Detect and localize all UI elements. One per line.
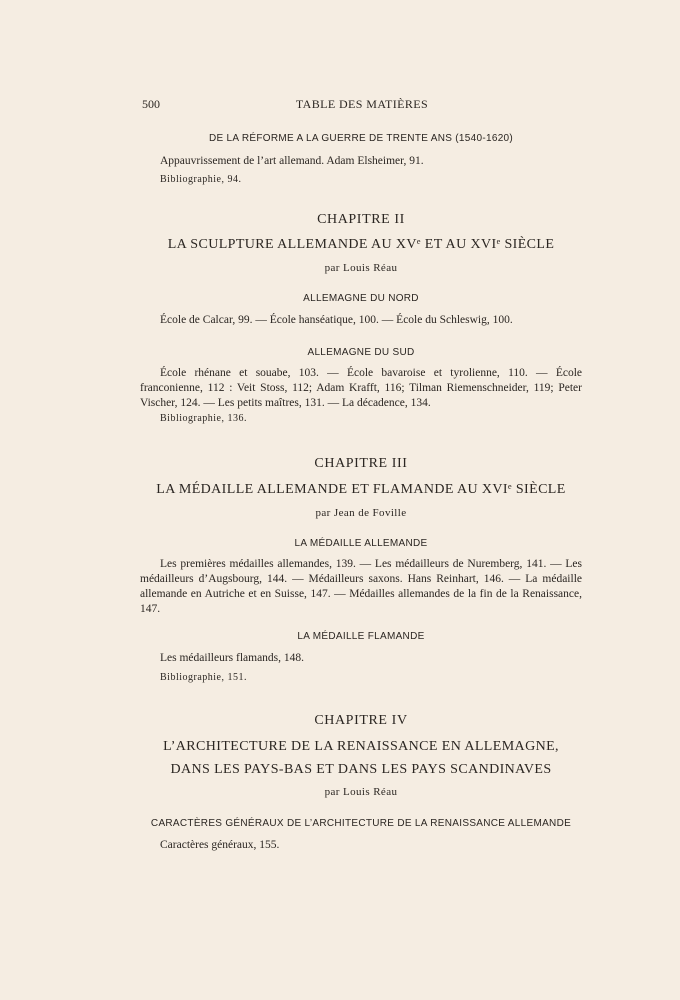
subsection-heading: LA MÉDAILLE FLAMANDE xyxy=(297,631,425,642)
chapter-label: CHAPITRE IV xyxy=(314,713,408,728)
chapter-title: LA MÉDAILLE ALLEMANDE ET FLAMANDE AU XVIᵉ SIÈCLE xyxy=(156,482,566,497)
subsection-text: Les premières médailles allemandes, 139. — Les médailleurs de Nuremberg, 141. — Les médailleurs d’Augsbourg, 144. — Médailleurs saxons. Hans Reinhart, 146. — La médaille allemande en Autriche et en Suisse, 147. — Médailles allemandes de la fin de la Renaissance, 147. xyxy=(140,558,582,615)
chapter-title-line: L’ARCHITECTURE DE LA RENAISSANCE EN ALLEMAGNE, xyxy=(163,739,559,754)
chapter-label: CHAPITRE II xyxy=(317,212,405,227)
subsection-heading: CARACTÈRES GÉNÉRAUX DE L’ARCHITECTURE DE LA RENAISSANCE ALLEMANDE xyxy=(150,818,572,829)
chapter-author: par Louis Réau xyxy=(324,262,398,274)
subsection-text: École de Calcar, 99. — École hanséatique, 100. — École du Schleswig, 100. xyxy=(160,314,513,326)
subsection-text: Caractères généraux, 155. xyxy=(160,839,280,851)
chapter-label: CHAPITRE III xyxy=(314,456,408,471)
bibliography-entry: Bibliographie, 136. xyxy=(160,413,247,424)
chapter-title-line: DANS LES PAYS-BAS ET DANS LES PAYS SCANDINAVES xyxy=(170,762,552,777)
chapter-author: par Jean de Foville xyxy=(315,507,407,519)
subsection-heading: ALLEMAGNE DU SUD xyxy=(307,347,415,358)
section-heading-reforme: DE LA RÉFORME A LA GUERRE DE TRENTE ANS (1540-1620) xyxy=(208,133,514,144)
subsection-text: Les médailleurs flamands, 148. xyxy=(160,652,305,664)
bibliography-entry: Bibliographie, 94. xyxy=(160,174,242,185)
subsection-heading: LA MÉDAILLE ALLEMANDE xyxy=(294,538,428,549)
bibliography-entry: Bibliographie, 151. xyxy=(160,672,247,683)
chapter-title: LA SCULPTURE ALLEMANDE AU XVᵉ ET AU XVIᵉ SIÈCLE xyxy=(167,237,555,252)
subsection-text: École rhénane et souabe, 103. — École bavaroise et tyrolienne, 110. — École franconienne, 112 : Veit Stoss, 112; Adam Krafft, 116; Tilman Riemenschneider, 119; Peter Vischer, 124. — Les petits maîtres, 131. — La décadence, 134. xyxy=(140,367,582,409)
running-title: TABLE DES MATIÈRES xyxy=(295,97,429,111)
subsection-heading: ALLEMAGNE DU NORD xyxy=(303,293,419,304)
page-number: 500 xyxy=(142,97,160,111)
chapter-author: par Louis Réau xyxy=(324,786,398,798)
entry-elsheimer: Appauvrissement de l’art allemand. Adam Elsheimer, 91. xyxy=(160,155,424,167)
page-header xyxy=(142,97,582,115)
